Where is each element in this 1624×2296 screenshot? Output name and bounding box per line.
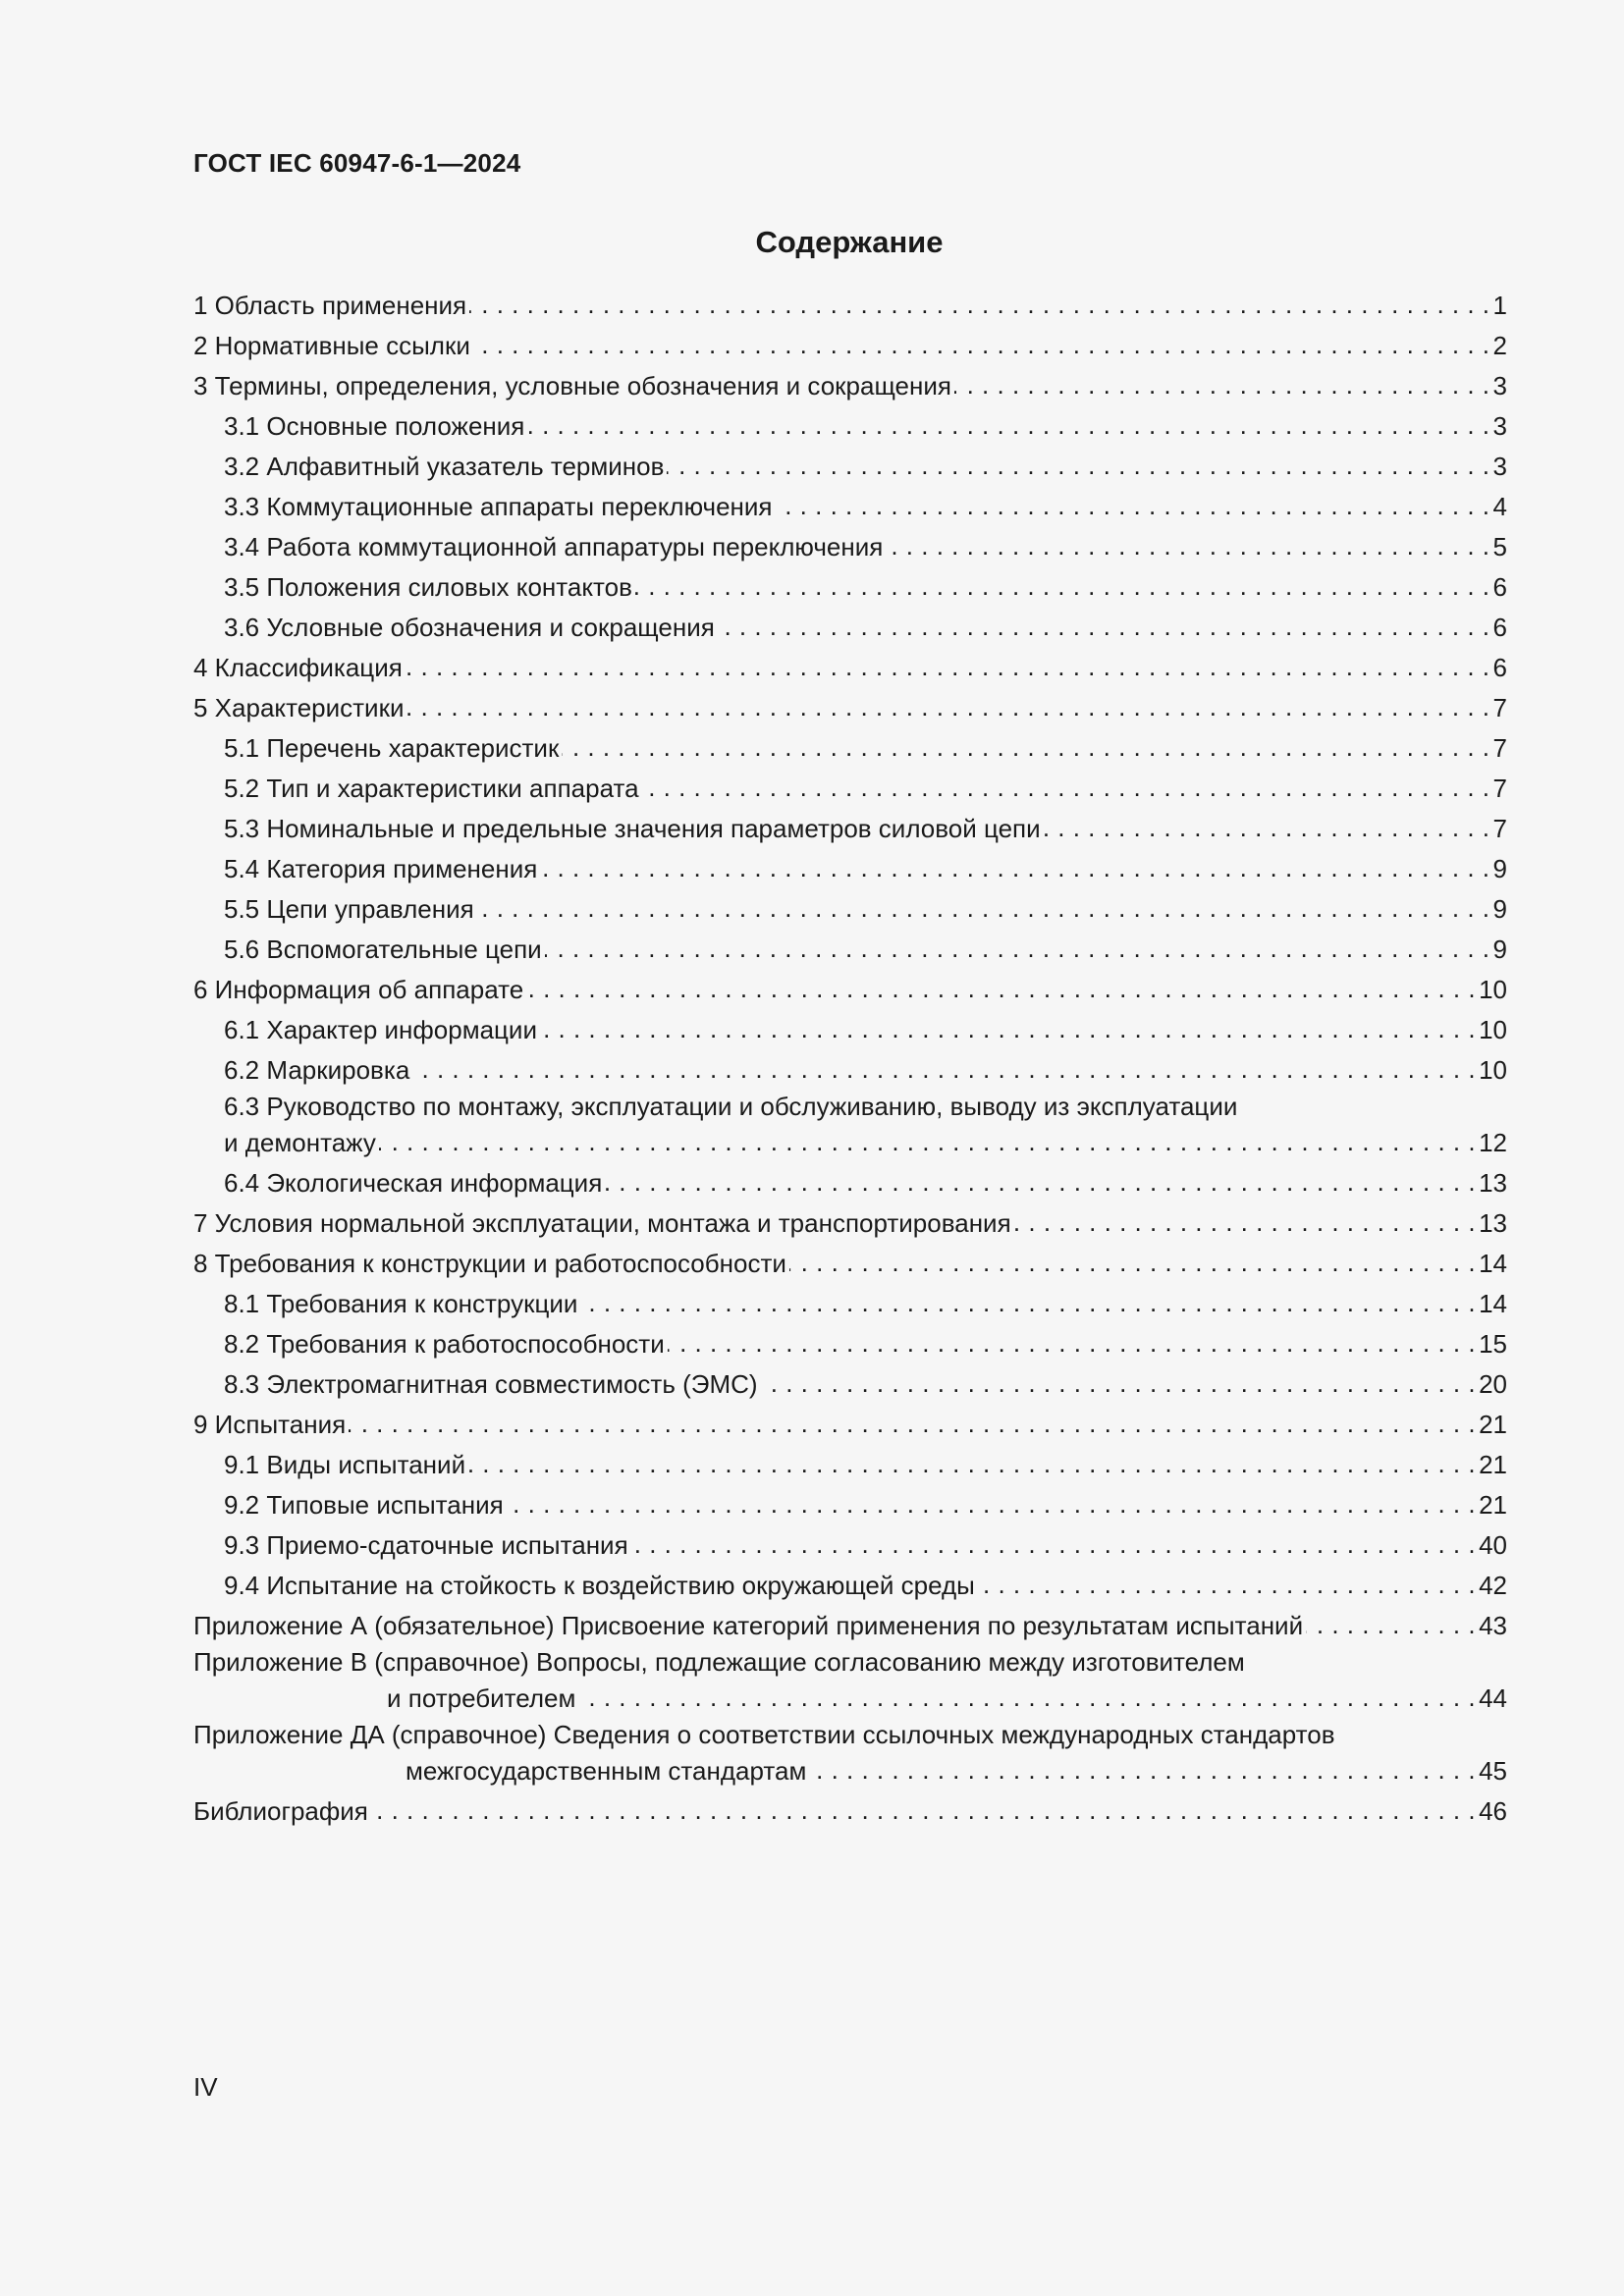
toc-entry-page: 14 [1479,1249,1507,1278]
toc-subentry[interactable] [193,809,1507,849]
toc-subentry[interactable] [193,527,1507,567]
toc-entry-label-continuation: и демонтажу [224,1128,376,1157]
toc-entry-page: 7 [1492,733,1507,763]
toc-subentry[interactable] [193,406,1507,447]
toc-entry-label: 6.2 Маркировка [224,1055,410,1085]
toc-entry-appendix[interactable] [193,1606,1507,1646]
toc-leader-dots [406,687,1489,727]
toc-subentry[interactable] [193,930,1507,970]
toc-leader-dots [578,1678,1476,1718]
toc-entry-page: 20 [1479,1369,1507,1399]
toc-entry-page: 3 [1492,371,1507,400]
toc-subentry[interactable] [193,1010,1507,1050]
toc-entry[interactable] [193,648,1507,688]
toc-entry-page: 6 [1492,653,1507,682]
toc-leader-dots [412,1049,1476,1090]
toc-entry-label: 3.1 Основные положения [224,411,525,441]
toc-leader-dots [545,929,1490,969]
toc-entry[interactable] [193,326,1507,366]
toc-entry-label: 9.3 Приемо-сдаточные испытания [224,1530,628,1560]
toc-entry-label: 8 Требования к конструкции и работоспособности [193,1249,786,1278]
toc-leader-dots [406,647,1490,687]
toc-entry-label: 1 Область применения [193,291,467,320]
toc-entry-page: 40 [1479,1530,1507,1560]
toc-title: Содержание [755,225,944,259]
page-number: IV [193,2072,218,2102]
toc-entry-label: 5.1 Перечень характеристик [224,733,560,763]
toc-leader-dots [562,727,1489,768]
toc-entry-label: 5 Характеристики [193,693,405,722]
toc-subentry[interactable] [193,889,1507,930]
toc-entry-page: 43 [1479,1611,1507,1640]
toc-entry-label: 6.4 Экологическая информация [224,1168,603,1198]
toc-leader-dots [1306,1605,1476,1645]
toc-entry-label: 8.2 Требования к работоспособности [224,1329,665,1359]
toc-subentry[interactable] [193,608,1507,648]
toc-subentry[interactable] [193,1445,1507,1485]
toc-subentry[interactable] [193,567,1507,608]
toc-entry-label: 6.3 Руководство по монтажу, эксплуатации и обслуживанию, выводу из эксплуатации [224,1092,1238,1121]
toc-entry-page: 45 [1479,1756,1507,1786]
toc-leader-dots [954,365,1490,405]
toc-entry-page: 21 [1479,1490,1507,1520]
toc-entry-page: 6 [1492,613,1507,642]
toc-entry-label: 6.1 Характер информации [224,1015,537,1044]
toc-entry-label: Приложение В (справочное) Вопросы, подлежащие согласованию между изготовителем [193,1647,1245,1677]
toc-entry-label: 4 Классификация [193,653,403,682]
toc-entry[interactable] [193,688,1507,728]
toc-subentry[interactable] [193,728,1507,769]
toc-leader-dots [1014,1202,1476,1243]
toc-entry-page: 7 [1492,774,1507,803]
toc-entry-page: 9 [1492,854,1507,883]
toc-entry-label: Приложение А (обязательное) Присвоение категорий применения по результатам испытаний [193,1611,1304,1640]
toc-subentry[interactable] [193,1050,1507,1091]
toc-entry-page: 9 [1492,894,1507,924]
toc-entry-label: 7 Условия нормальной эксплуатации, монтажа и транспортирования [193,1208,1011,1238]
toc-leader-dots [540,848,1489,888]
toc-entry[interactable] [193,366,1507,406]
toc-leader-dots [469,285,1489,325]
toc-entry-page: 9 [1492,934,1507,964]
toc-subentry[interactable] [193,1364,1507,1405]
toc-entry-label: 3.2 Алфавитный указатель терминов [224,452,665,481]
toc-entry-label: 3.5 Положения силовых контактов [224,572,632,602]
toc-subentry[interactable] [193,447,1507,487]
toc-leader-dots [668,1323,1476,1363]
toc-entry-page: 6 [1492,572,1507,602]
toc-leader-dots [789,1243,1476,1283]
toc-entry-label: 3.6 Условные обозначения и сокращения [224,613,715,642]
toc-entry-label: 9 Испытания [193,1410,347,1439]
toc-entry-page: 3 [1492,411,1507,441]
toc-entry[interactable] [193,1203,1507,1244]
toc-entry-label: 2 Нормативные ссылки [193,331,470,360]
toc-leader-dots [371,1790,1476,1831]
toc-entry-label: Приложение ДА (справочное) Сведения о соответствии ссылочных международных стандартов [193,1720,1335,1749]
toc-entry-appendix[interactable] [193,1719,1507,1751]
toc-leader-dots [761,1363,1477,1404]
toc-entry-page: 4 [1492,492,1507,521]
toc-subentry[interactable] [193,1163,1507,1203]
toc-leader-dots [978,1565,1476,1605]
toc-entry-label: 6 Информация об аппарате [193,975,524,1004]
toc-entry-appendix[interactable] [193,1646,1507,1679]
toc-entry-label: 8.3 Электромагнитная совместимость (ЭМС) [224,1369,758,1399]
toc-entry-page: 13 [1479,1208,1507,1238]
toc-entry[interactable] [193,1791,1507,1832]
toc-entry-page: 7 [1492,693,1507,722]
toc-leader-dots [809,1750,1476,1790]
toc-subentry[interactable] [193,1525,1507,1566]
toc-entry-page: 46 [1479,1796,1507,1826]
toc-entry-label: 5.3 Номинальные и предельные значения параметров силовой цепи [224,814,1041,843]
toc-subentry-continuation[interactable] [193,1123,1507,1163]
toc-leader-dots [379,1122,1476,1162]
toc-entry-label: 5.2 Тип и характеристики аппарата [224,774,639,803]
toc-entry-label: 3.3 Коммутационные аппараты переключения [224,492,773,521]
toc-leader-dots [526,969,1476,1009]
toc-leader-dots [580,1283,1476,1323]
toc-entry-page: 15 [1479,1329,1507,1359]
toc-entry-appendix-continuation[interactable] [193,1679,1507,1719]
toc-leader-dots [718,607,1490,647]
toc-leader-dots [605,1162,1476,1202]
toc-leader-dots [642,768,1490,808]
toc-entry-page: 21 [1479,1410,1507,1439]
toc-entry-page: 10 [1479,975,1507,1004]
toc-entry-page: 3 [1492,452,1507,481]
toc-entry[interactable] [193,970,1507,1010]
toc-entry-label: 5.4 Категория применения [224,854,538,883]
toc-entry-page: 12 [1479,1128,1507,1157]
toc-entry[interactable] [193,1405,1507,1445]
toc-leader-dots [667,446,1489,486]
toc-entry-page: 42 [1479,1571,1507,1600]
toc-entry-label: 9.1 Виды испытаний [224,1450,466,1479]
toc-leader-dots [477,888,1490,929]
toc-leader-dots [635,566,1490,607]
toc-entry[interactable] [193,286,1507,326]
toc-entry-label: 9.2 Типовые испытания [224,1490,504,1520]
toc-leader-dots [776,486,1490,526]
toc-entry-label: 9.4 Испытание на стойкость к воздействию окружающей среды [224,1571,975,1600]
document-header: ГОСТ IEC 60947-6-1—2024 [193,148,521,178]
toc-subentry[interactable] [193,849,1507,889]
toc-leader-dots [540,1009,1476,1049]
toc-entry-page: 2 [1492,331,1507,360]
toc-leader-dots [1044,808,1490,848]
table-of-contents [193,286,1507,1832]
toc-entry-page: 44 [1479,1683,1507,1713]
toc-entry-page: 14 [1479,1289,1507,1318]
toc-entry-label: 3.4 Работа коммутационной аппаратуры переключения [224,532,884,561]
toc-leader-dots [349,1404,1476,1444]
toc-entry-appendix-continuation[interactable] [193,1751,1507,1791]
toc-leader-dots [886,526,1489,566]
toc-entry-label: 8.1 Требования к конструкции [224,1289,578,1318]
toc-subentry[interactable] [193,1091,1507,1123]
toc-entry-label: 5.6 Вспомогательные цепи [224,934,542,964]
toc-leader-dots [473,325,1490,365]
toc-entry-page: 1 [1492,291,1507,320]
toc-entry-label: 3 Термины, определения, условные обозначения и сокращения [193,371,951,400]
toc-entry-label-continuation: и потребителем [387,1683,576,1713]
toc-subentry[interactable] [193,1485,1507,1525]
toc-entry-label: Библиография [193,1796,368,1826]
toc-entry-label-continuation: межгосударственным стандартам [406,1756,807,1786]
toc-entry-page: 21 [1479,1450,1507,1479]
toc-subentry[interactable] [193,487,1507,527]
toc-leader-dots [468,1444,1476,1484]
toc-entry-label: 5.5 Цепи управления [224,894,474,924]
toc-subentry[interactable] [193,1284,1507,1324]
toc-entry-page: 7 [1492,814,1507,843]
toc-leader-dots [507,1484,1476,1524]
toc-subentry[interactable] [193,1566,1507,1606]
toc-entry[interactable] [193,1244,1507,1284]
toc-leader-dots [527,405,1489,446]
toc-entry-page: 10 [1479,1015,1507,1044]
toc-leader-dots [631,1524,1476,1565]
toc-entry-page: 13 [1479,1168,1507,1198]
toc-entry-page: 10 [1479,1055,1507,1085]
toc-entry-page: 5 [1492,532,1507,561]
toc-subentry[interactable] [193,769,1507,809]
toc-subentry[interactable] [193,1324,1507,1364]
